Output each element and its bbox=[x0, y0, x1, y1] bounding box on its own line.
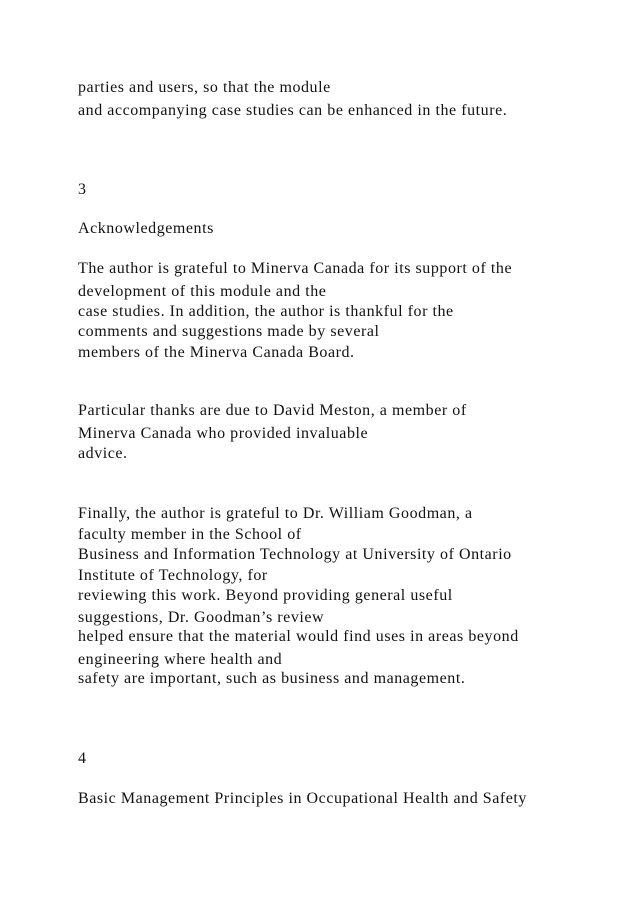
section-heading: Acknowledgements bbox=[78, 220, 214, 237]
page-number: 4 bbox=[78, 750, 87, 767]
text-line: engineering where health and bbox=[78, 651, 283, 668]
page-number: 3 bbox=[78, 181, 87, 198]
text-line: suggestions, Dr. Goodman’s review bbox=[78, 609, 325, 626]
text-line: case studies. In addition, the author is thankful for the bbox=[78, 303, 454, 320]
text-line: development of this module and the bbox=[78, 283, 327, 300]
text-line: and accompanying case studies can be enhanced in the future. bbox=[78, 102, 508, 119]
text-line: comments and suggestions made by several bbox=[78, 323, 380, 340]
text-line: Particular thanks are due to David Meston, a member of bbox=[78, 402, 467, 419]
text-line: parties and users, so that the module bbox=[78, 79, 331, 96]
text-line: members of the Minerva Canada Board. bbox=[78, 344, 355, 361]
text-line: Finally, the author is grateful to Dr. William Goodman, a bbox=[78, 505, 473, 522]
text-line: faculty member in the School of bbox=[78, 526, 302, 543]
text-line: safety are important, such as business and management. bbox=[78, 670, 466, 687]
text-line: reviewing this work. Beyond providing general useful bbox=[78, 587, 453, 604]
text-line: helped ensure that the material would find uses in areas beyond bbox=[78, 628, 519, 645]
text-line: Business and Information Technology at University of Ontario bbox=[78, 546, 512, 563]
text-line: Minerva Canada who provided invaluable bbox=[78, 425, 369, 442]
section-heading: Basic Management Principles in Occupational Health and Safety bbox=[78, 790, 527, 807]
text-line: advice. bbox=[78, 445, 128, 462]
text-line: Institute of Technology, for bbox=[78, 567, 268, 584]
text-line: The author is grateful to Minerva Canada for its support of the bbox=[78, 260, 513, 277]
